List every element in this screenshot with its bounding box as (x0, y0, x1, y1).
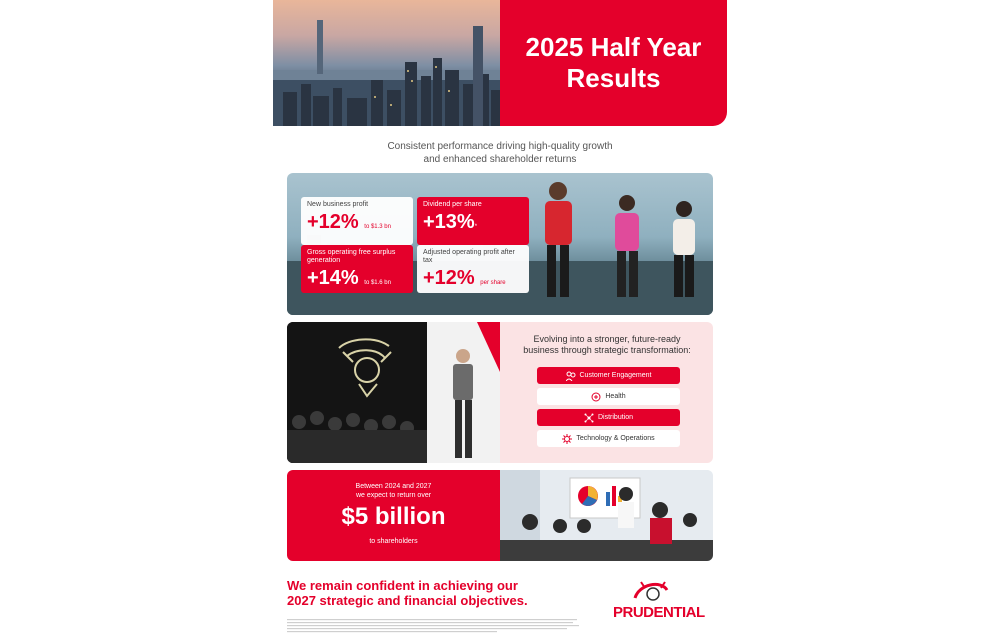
kpi-label: Adjusted operating profit after tax (423, 249, 515, 264)
kpi-suffix: to $1.6 bn (364, 280, 391, 286)
health-icon (591, 392, 601, 402)
results-poster (273, 0, 727, 643)
kpi-value: +14% (307, 267, 359, 289)
kpi-gross-operating-free-surplus (301, 245, 413, 293)
title-banner (500, 0, 727, 126)
kpi-value: +13% (423, 211, 475, 233)
brand-wordmark: PRUDENTIAL (613, 604, 705, 621)
kpi-label: Gross operating free surplus generation (307, 249, 396, 264)
kpi-label: Dividend per share (423, 201, 482, 208)
pillar-technology-operations (537, 430, 680, 447)
pillar-label: Distribution (597, 414, 633, 421)
fine-print (287, 618, 587, 636)
pillar-label: Technology & Operations (576, 435, 655, 442)
network-icon (584, 413, 594, 423)
kpi-value: +12% (423, 267, 475, 289)
gear-icon (562, 434, 572, 444)
subtitle: Consistent performance driving high-quality growth and enhanced shareholder returns (387, 141, 613, 165)
meeting-photo (500, 470, 713, 561)
kpi-dividend-per-share (417, 197, 529, 245)
page-title: 2025 Half Year Results (525, 32, 702, 93)
returns-panel (287, 470, 500, 561)
pillar-customer-engagement (537, 367, 680, 384)
returns-intro: Between 2024 and 2027 we expect to return over (355, 483, 432, 499)
returns-recipient: to shareholders (369, 538, 418, 545)
pillar-label: Customer Engagement (579, 372, 652, 379)
conference-photo (287, 322, 500, 463)
kpi-suffix: to $1.3 bn (364, 224, 391, 230)
pillar-health (537, 388, 680, 405)
closing-statement: We remain confident in achieving our 2027 strategic and financial objectives. (287, 578, 528, 608)
people-icon (566, 371, 576, 381)
kpi-suffix: * (474, 224, 478, 230)
kpi-label: New business profit (307, 201, 369, 208)
shareholder-returns-section (287, 470, 713, 561)
kpi-suffix: per share (480, 280, 506, 286)
pillar-distribution (537, 409, 680, 426)
pillar-label: Health (605, 393, 626, 400)
kpi-adjusted-operating-profit (417, 245, 529, 293)
transformation-section (287, 322, 713, 463)
kpi-value: +12% (307, 211, 359, 233)
city-skyline-photo (273, 0, 500, 126)
returns-amount: $5 billion (341, 503, 446, 530)
kpi-new-business-profit (301, 197, 413, 245)
kpi-section (287, 173, 713, 315)
transformation-heading: Evolving into a stronger, future-ready business through strategic transformation: (523, 334, 691, 355)
prudential-logo-icon (631, 578, 671, 604)
